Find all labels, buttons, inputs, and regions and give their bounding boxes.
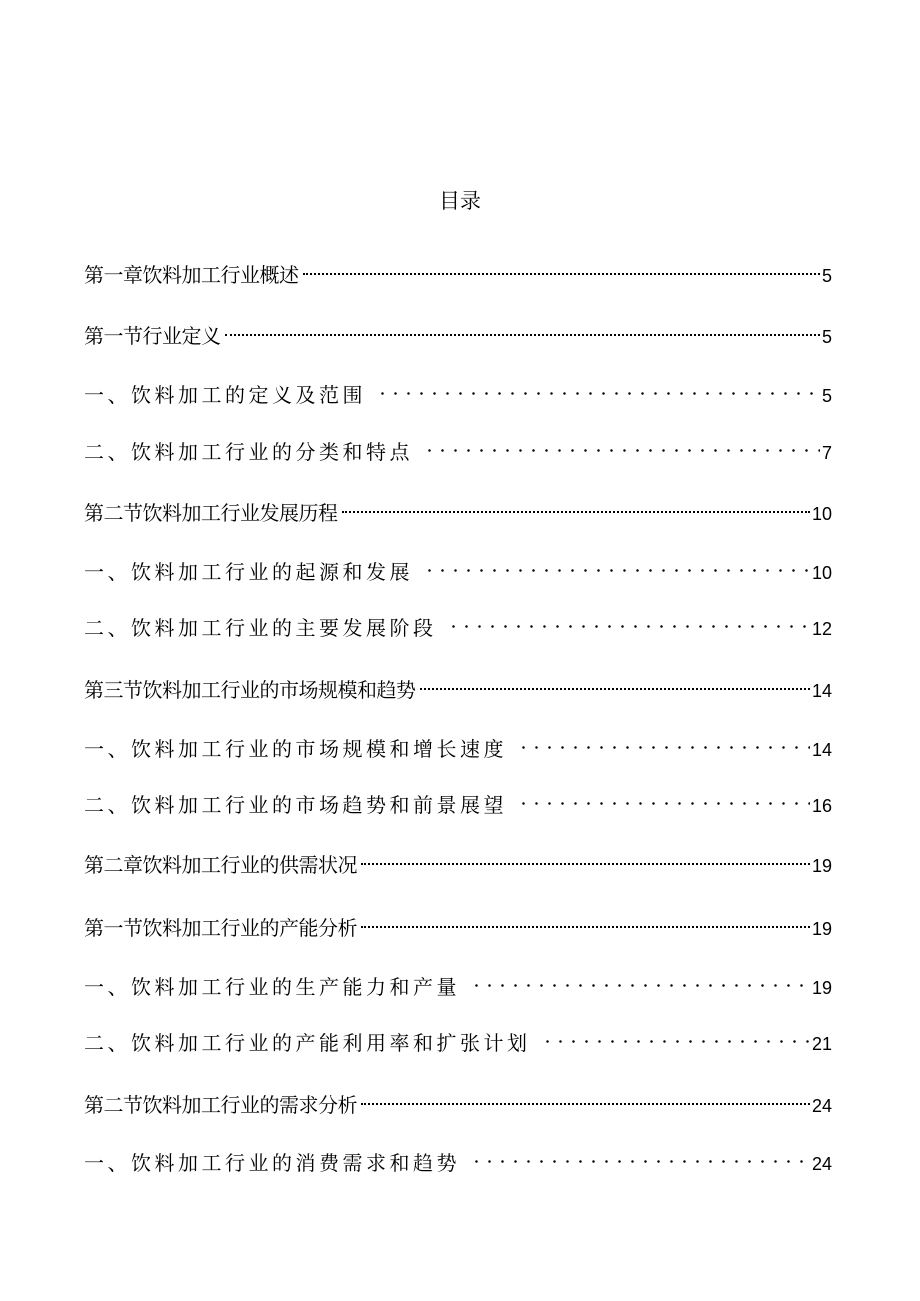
toc-entry-title: 第二节饮料加工行业的需求分析 (84, 1093, 357, 1117)
toc-page-number: 5 (821, 266, 832, 286)
toc-entry-title: 第一节行业定义 (84, 324, 221, 348)
toc-dot-leader (361, 842, 810, 872)
toc-entry[interactable] (84, 726, 832, 761)
toc-dot-leader (511, 782, 810, 812)
toc-entry-title: 二、饮料加工行业的主要发展阶段 (84, 616, 437, 640)
toc-page-number: 14 (811, 740, 832, 760)
toc-dot-leader (417, 429, 820, 459)
toc-page-number: 19 (811, 856, 832, 876)
toc-page-number: 19 (811, 978, 832, 998)
toc-page-number: 10 (811, 563, 832, 583)
toc-page-number: 16 (811, 796, 832, 816)
page-title: 目录 (439, 189, 481, 213)
toc-entry-title: 一、饮料加工行业的市场规模和增长速度 (84, 737, 507, 761)
toc-page-number: 10 (811, 504, 832, 524)
toc-entry-title: 第三节饮料加工行业的市场规模和趋势 (84, 678, 416, 702)
toc-entry[interactable] (84, 842, 832, 877)
toc-entry[interactable] (84, 372, 832, 407)
toc-dot-leader (303, 252, 820, 282)
toc-page-number: 5 (821, 386, 832, 406)
toc-page-number: 21 (811, 1034, 832, 1054)
toc-entry[interactable] (84, 252, 832, 287)
toc-entry-title: 一、饮料加工的定义及范围 (84, 383, 366, 407)
toc-entry-title: 二、饮料加工行业的分类和特点 (84, 440, 413, 464)
toc-entry-title: 二、饮料加工行业的产能利用率和扩张计划 (84, 1031, 531, 1055)
toc-entry-title: 第二章饮料加工行业的供需状况 (84, 853, 357, 877)
toc-page-number: 12 (811, 619, 832, 639)
toc-dot-leader (417, 549, 810, 579)
toc-page-number: 24 (811, 1096, 832, 1116)
toc-entry-title: 一、饮料加工行业的消费需求和趋势 (84, 1151, 460, 1175)
toc-entry[interactable] (84, 1082, 832, 1117)
toc-entry-title: 二、饮料加工行业的市场趋势和前景展望 (84, 793, 507, 817)
toc-entry-title: 第一节饮料加工行业的产能分析 (84, 916, 357, 940)
toc-entry[interactable] (84, 605, 832, 640)
toc-entry[interactable] (84, 490, 832, 525)
toc-page-number: 14 (811, 681, 832, 701)
toc-page-number: 5 (821, 327, 832, 347)
toc-page-number: 7 (821, 443, 832, 463)
toc-dot-leader (420, 667, 810, 697)
toc-dot-leader (511, 726, 810, 756)
toc-entry-title: 一、饮料加工行业的起源和发展 (84, 560, 413, 584)
toc-entry-title: 第一章饮料加工行业概述 (84, 263, 299, 287)
toc-entry[interactable] (84, 782, 832, 817)
toc-dot-leader (361, 1082, 810, 1112)
toc-dot-leader (225, 313, 820, 343)
toc-entry[interactable] (84, 964, 832, 999)
toc-page-number: 24 (811, 1154, 832, 1174)
toc-dot-leader (342, 490, 810, 520)
toc-entry[interactable] (84, 1020, 832, 1055)
toc-dot-leader (361, 905, 810, 935)
toc-entry[interactable] (84, 1140, 832, 1175)
toc-entry-title: 第二节饮料加工行业发展历程 (84, 501, 338, 525)
toc-entry[interactable] (84, 905, 832, 940)
toc-entry[interactable] (84, 549, 832, 584)
toc-page-number: 19 (811, 919, 832, 939)
toc-dot-leader (370, 372, 820, 402)
toc-entry[interactable] (84, 313, 832, 348)
toc-entry[interactable] (84, 429, 832, 464)
toc-entry[interactable] (84, 667, 832, 702)
toc-dot-leader (535, 1020, 810, 1050)
toc-dot-leader (441, 605, 810, 635)
toc-entry-title: 一、饮料加工行业的生产能力和产量 (84, 975, 460, 999)
toc-dot-leader (464, 964, 810, 994)
toc-dot-leader (464, 1140, 810, 1170)
